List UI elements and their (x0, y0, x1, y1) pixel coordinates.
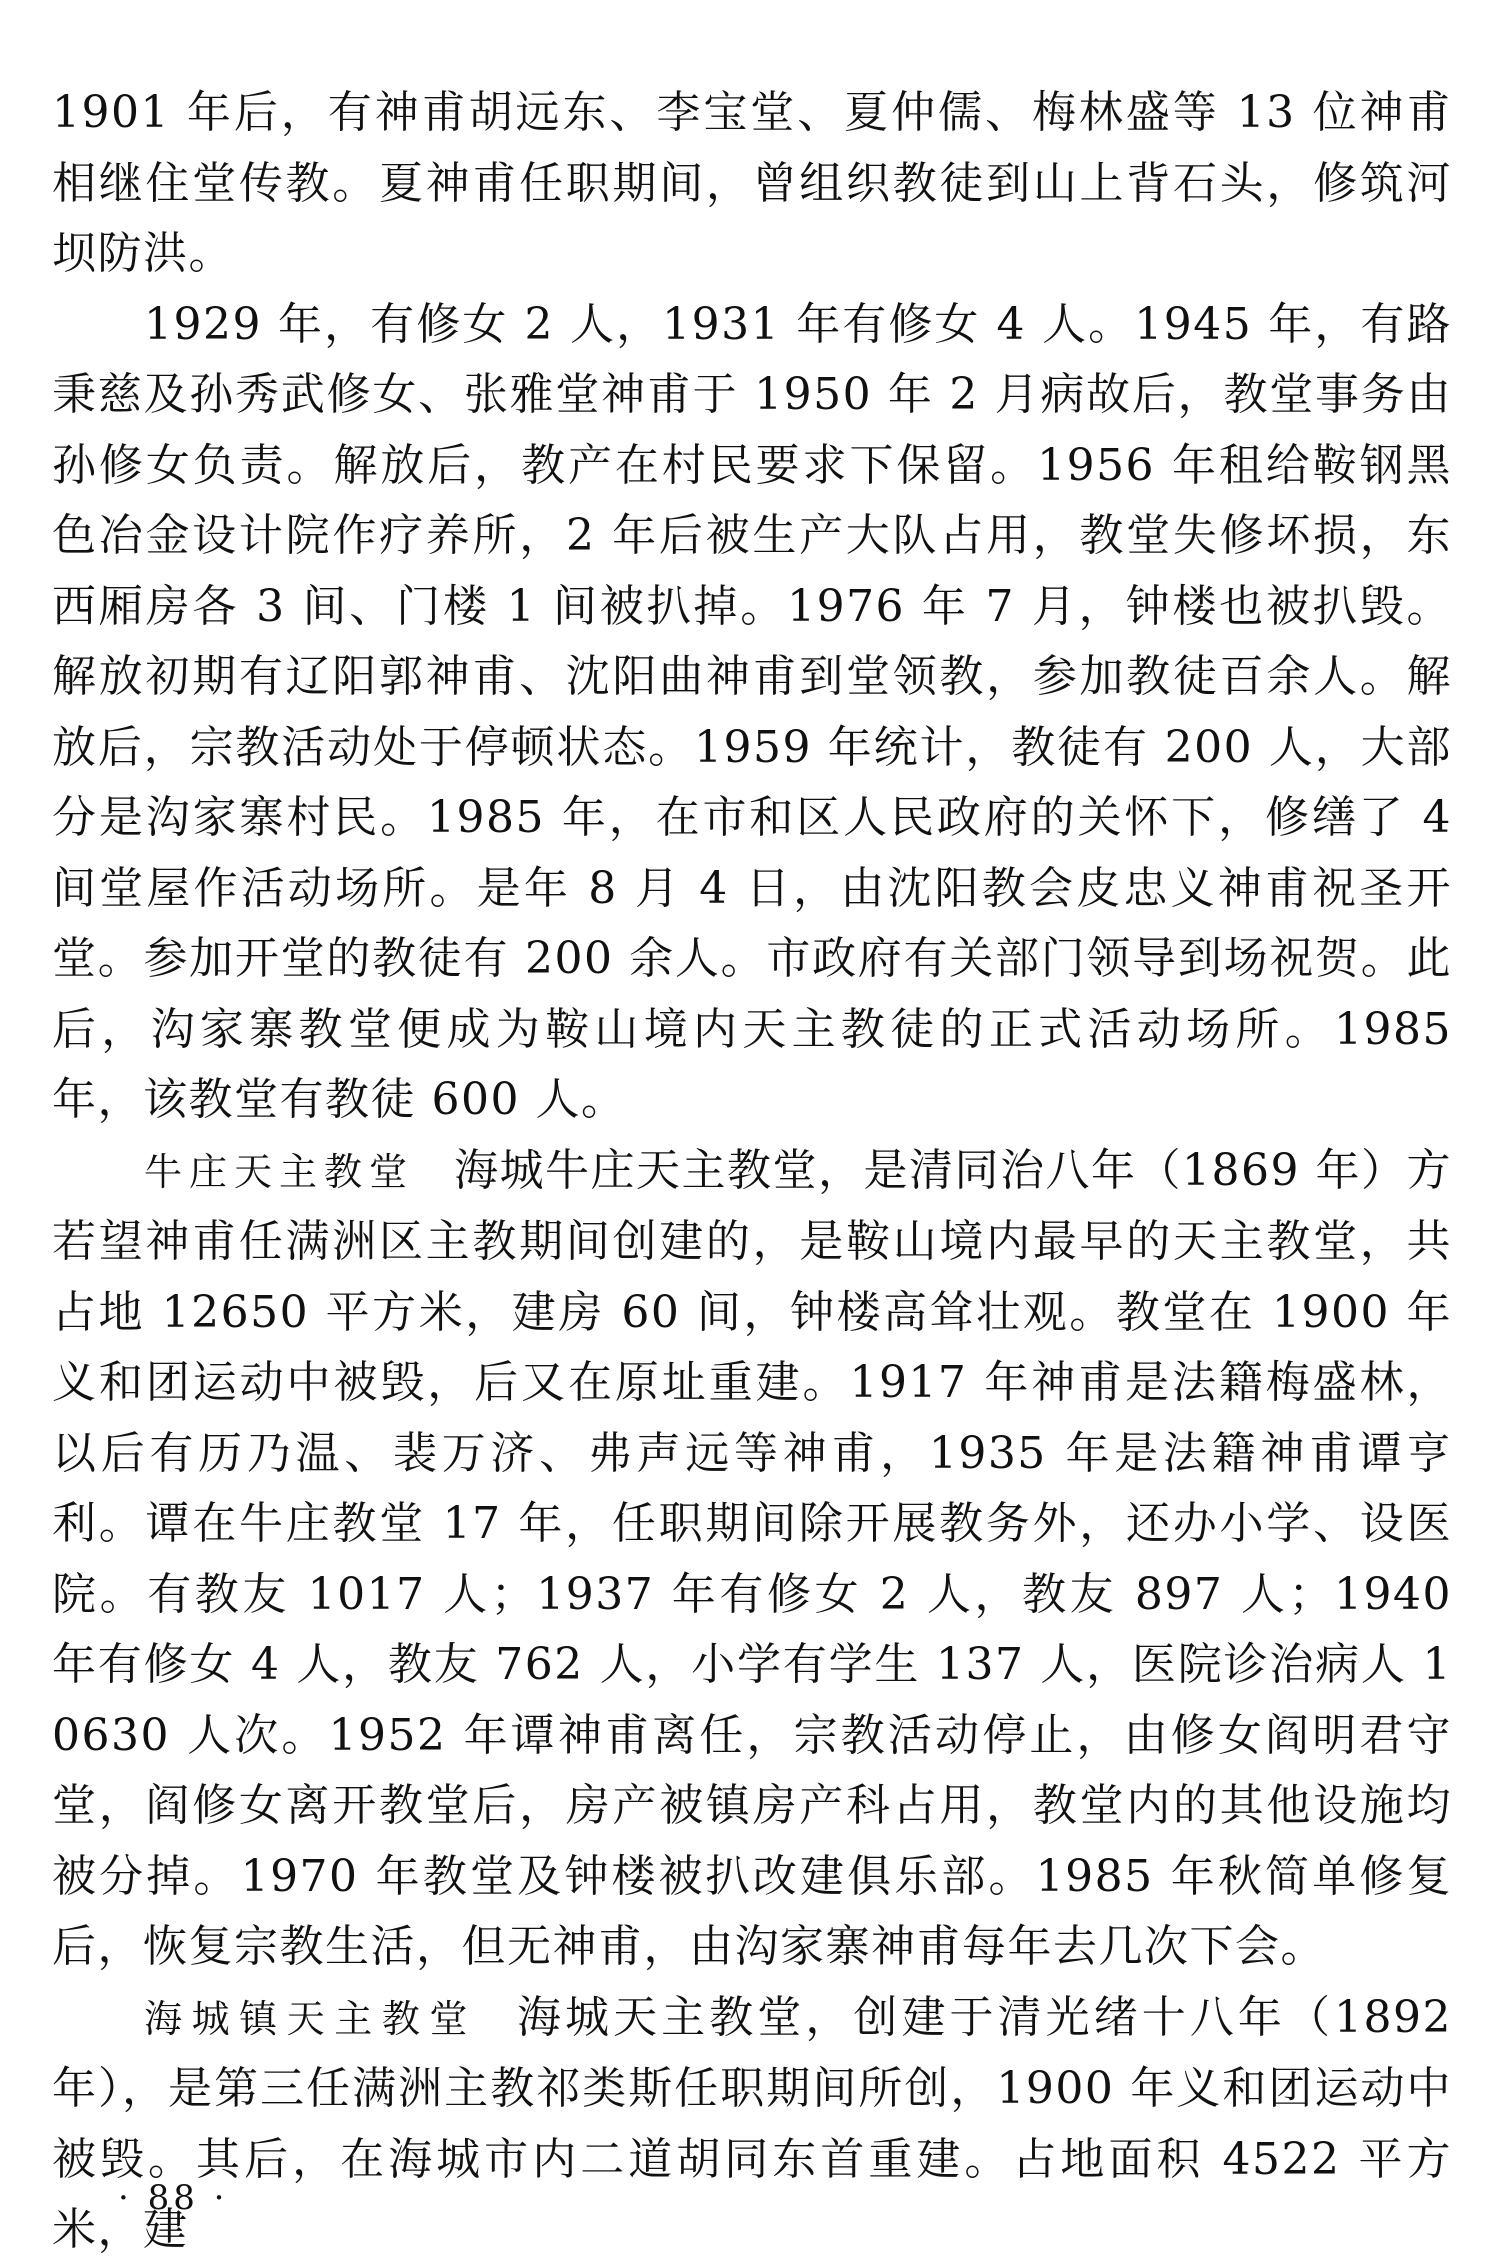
page-number: · 88 · (118, 2178, 229, 2218)
paragraph-2 (52, 290, 1452, 1136)
paragraph-3-text: 海城牛庄天主教堂，是清同治八年（1869 年）方若望神甫任满洲区主教期间创建的，是鞍山境内最早的天主教堂，共占地 12650 平方米，建房 60 间，钟楼高耸壮观。教堂在 1900 年义和团运动中被毁，后又在原址重建。1917 年神甫是法籍梅盛林，以后有历乃温、裴万济、弗声远等神甫，1935 年是法籍神甫谭亨利。谭在牛庄教堂 17 年，任职期间除开展教务外，还办小学、设医院。有教友 1017 人；1937 年有修女 2 人，教友 897 人；1940 年有修女 4 人，教友 762 人，小学有学生 137 人，医院诊治病人 10630 人次。1952 年谭神甫离任，宗教活动停止，由修女阎明君守堂，阎修女离开教堂后，房产被镇房产科占用，教堂内的其他设施均被分掉。1970 年教堂及钟楼被扒改建俱乐部。1985 年秋简单修复后，恢复宗教生活，但无神甫，由沟家寨神甫每年去几次下会。 (52, 1144, 1452, 1972)
paragraph-1 (52, 78, 1452, 290)
paragraph-1-text: 1901 年后，有神甫胡远东、李宝堂、夏仲儒、梅林盛等 13 位神甫相继住堂传教。夏神甫任职期间，曾组织教徒到山上背石头，修筑河坝防洪。 (52, 87, 1452, 279)
paragraph-4-text: 海城天主教堂，创建于清光绪十八年（1892 年），是第三任满洲主教祁类斯任职期间所创，1900 年义和团运动中被毁。其后，在海城市内二道胡同东首重建。占地面积 4522 平方米，建 (52, 1991, 1452, 2255)
body-text (52, 78, 1452, 2266)
paragraph-haicheng-church (52, 1983, 1452, 2266)
section-heading-haicheng: 海城镇天主教堂 (144, 1996, 477, 2041)
section-heading-niuzhuang: 牛庄天主教堂 (144, 1149, 415, 1194)
paragraph-niuzhuang-church (52, 1136, 1452, 1983)
paragraph-2-text: 1929 年，有修女 2 人，1931 年有修女 4 人。1945 年，有路秉慈及孙秀武修女、张雅堂神甫于 1950 年 2 月病故后，教堂事务由孙修女负责。解放后，教产在村民要求下保留。1956 年租给鞍钢黑色冶金设计院作疗养所，2 年后被生产大队占用，教堂失修坏损，东西厢房各 3 间、门楼 1 间被扒掉。1976 年 7 月，钟楼也被扒毁。解放初期有辽阳郭神甫、沈阳曲神甫到堂领教，参加教徒百余人。解放后，宗教活动处于停顿状态。1959 年统计，教徒有 200 人，大部分是沟家寨村民。1985 年，在市和区人民政府的关怀下，修缮了 4 间堂屋作活动场所。是年 8 月 4 日，由沈阳教会皮忠义神甫祝圣开堂。参加开堂的教徒有 200 余人。市政府有关部门领导到场祝贺。此后，沟家寨教堂便成为鞍山境内天主教徒的正式活动场所。1985 年，该教堂有教徒 600 人。 (52, 298, 1452, 1125)
